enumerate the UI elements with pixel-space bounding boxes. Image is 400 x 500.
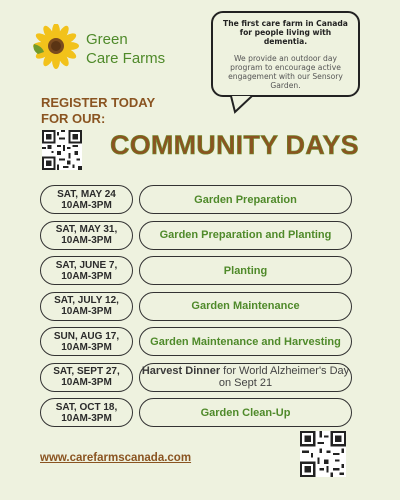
event-activity-note: for World Alzheimer's Day on Sept 21 (218, 365, 350, 389)
website-link[interactable]: www.carefarmscanada.com (40, 452, 192, 464)
event-activity (139, 256, 352, 285)
event-activity-label: Garden Preparation and Planting (159, 229, 332, 241)
event-activity-label: Garden Maintenance (191, 300, 300, 312)
event-date: SAT, SEPT 27, 10AM-3PM (40, 363, 133, 392)
event-activity-label: Garden Clean-Up (200, 406, 291, 419)
event-date: SAT, JUNE 7, 10AM-3PM (40, 256, 133, 285)
event-activity (139, 327, 352, 356)
event-activity-label: Garden Maintenance and Harvesting (150, 335, 341, 348)
schedule-row (40, 185, 352, 221)
bubble-body: We provide an outdoor day program to encourage active engagement with our Sensory Garden. (228, 53, 343, 91)
brand-line-2: Care Farms (86, 50, 166, 67)
event-date: SAT, MAY 31, 10AM-3PM (40, 221, 133, 250)
schedule-row (40, 256, 352, 292)
schedule-list (40, 185, 352, 434)
event-activity (139, 363, 352, 392)
schedule-row (40, 363, 352, 399)
speech-bubble-tail-icon (230, 96, 260, 116)
event-date: SAT, OCT 18, 10AM-3PM (40, 398, 133, 427)
schedule-row (40, 398, 352, 434)
schedule-row (40, 221, 352, 257)
qr-code-icon[interactable] (300, 431, 346, 477)
event-activity (139, 185, 352, 214)
register-heading: REGISTER TODAY FOR OUR: (41, 95, 155, 126)
schedule-row (40, 292, 352, 328)
brand-name (86, 30, 165, 68)
event-date: SAT, JULY 12, 10AM-3PM (40, 292, 133, 321)
info-speech-bubble (211, 11, 360, 97)
event-activity-label: Garden Preparation (194, 193, 297, 206)
event-activity (139, 292, 352, 321)
event-activity (139, 398, 352, 427)
event-date: SUN, AUG 17, 10AM-3PM (40, 327, 133, 356)
sunflower-logo-icon (30, 24, 82, 72)
bubble-headline: The first care farm in Canada for people living with dementia. (223, 19, 348, 47)
brand-line-1: Green (86, 31, 128, 48)
event-activity-label: Planting (223, 264, 268, 277)
event-activity (139, 221, 352, 250)
schedule-row (40, 327, 352, 363)
event-activity-label: Harvest Dinner (141, 365, 221, 377)
qr-code-icon[interactable] (42, 130, 82, 170)
event-date: SAT, MAY 24 10AM-3PM (40, 185, 133, 214)
page-title: COMMUNITY DAYS (110, 130, 359, 160)
